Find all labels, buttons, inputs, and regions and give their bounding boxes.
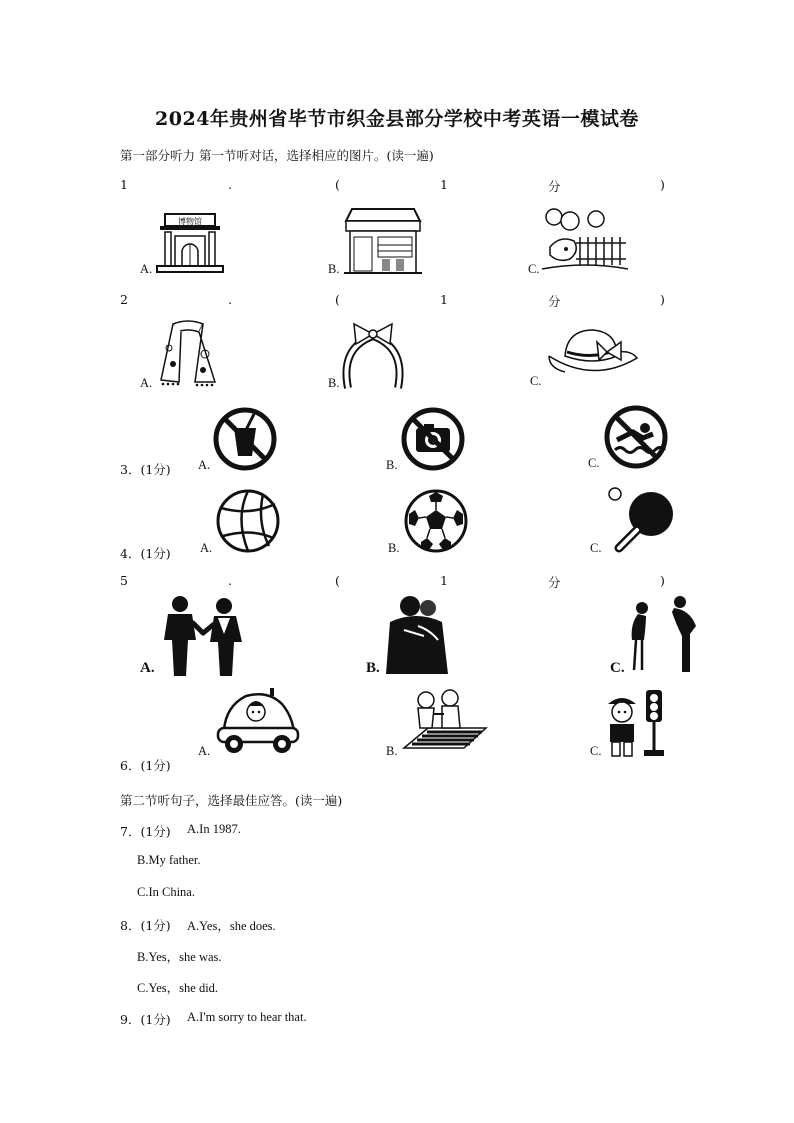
option-c-label: C. [530,374,542,388]
soccer-ball-icon[interactable] [403,488,469,554]
section-heading-part2: 第二节听句子，选择最佳应答。(读一遍) [120,793,343,808]
question-6-label: 6．(1分) [120,758,171,773]
option-b-label: B. [388,541,400,555]
question-number: 1 [120,177,128,192]
no-drinking-icon[interactable] [212,406,278,472]
score-number: 1 [440,573,448,588]
ping-pong-icon[interactable] [605,484,677,554]
answer-option-a[interactable]: A.I'm sorry to hear that. [187,1010,307,1024]
score-number: 1 [440,292,448,307]
answer-option-c[interactable]: C.In China. [137,885,195,899]
score-open-paren: ( [335,573,340,588]
svg-text:博物馆: 博物馆 [178,217,202,226]
option-c-label: C. [528,262,540,276]
option-a-label: A. [198,744,211,758]
score-open-paren: ( [335,177,340,192]
museum-icon[interactable] [155,208,225,278]
scarf-icon[interactable] [155,318,221,390]
option-b-label: B. [328,262,340,276]
option-a-label: A. [140,660,155,676]
score-number: 1 [440,177,448,192]
score-close-paren: ) [660,292,665,307]
question-dot: . [228,177,232,192]
option-a-label: A. [140,376,153,390]
question-number: 2 [120,292,128,307]
traffic-light-icon[interactable] [602,686,676,760]
zoo-icon[interactable] [540,207,630,273]
option-b-label: B. [328,376,340,390]
answer-option-b[interactable]: B.Yes，she was. [137,950,222,964]
question-number: 5 [120,573,128,588]
question-4-label: 4．(1分) [120,546,171,561]
question-7-label: 7．(1分) [120,824,171,839]
score-close-paren: ) [660,573,665,588]
hug-icon[interactable] [380,594,454,676]
option-a-label: A. [200,541,213,555]
option-c-label: C. [590,541,602,555]
option-c-label: C. [588,456,600,470]
option-a-label: A. [140,262,153,276]
bow-icon[interactable] [624,594,708,674]
score-close-paren: ) [660,177,665,192]
page-title: 2024年贵州省毕节市织金县部分学校中考英语一模试卷 [155,108,639,130]
question-8-label: 8．(1分) [120,918,171,933]
option-b-label: B. [386,458,398,472]
score-open-paren: ( [335,292,340,307]
section-heading-part1: 第一部分听力 第一节听对话，选择相应的图片。(读一遍) [120,148,434,163]
question-dot: . [228,573,232,588]
score-unit: 分 [548,179,561,194]
score-unit: 分 [548,575,561,590]
volleyball-icon[interactable] [215,488,281,554]
option-b-label: B. [386,744,398,758]
answer-option-a[interactable]: A.In 1987. [187,822,241,836]
shop-icon[interactable] [342,207,424,277]
handshake-icon[interactable] [158,594,248,678]
crosswalk-icon[interactable] [398,686,488,758]
no-swimming-icon[interactable] [603,404,669,470]
no-photos-icon[interactable] [400,406,466,472]
answer-option-a[interactable]: A.Yes，she does. [187,919,276,933]
option-a-label: A. [198,458,211,472]
score-unit: 分 [548,294,561,309]
question-3-label: 3．(1分) [120,462,171,477]
hairband-icon[interactable] [340,318,406,394]
car-driver-icon[interactable] [212,686,302,758]
question-9-label: 9．(1分) [120,1012,171,1027]
option-b-label: B. [366,660,380,676]
option-c-label: C. [610,660,625,676]
answer-option-c[interactable]: C.Yes，she did. [137,981,219,995]
answer-option-b[interactable]: B.My father. [137,853,201,867]
hat-icon[interactable] [545,326,641,386]
question-dot: . [228,292,232,307]
option-c-label: C. [590,744,602,758]
